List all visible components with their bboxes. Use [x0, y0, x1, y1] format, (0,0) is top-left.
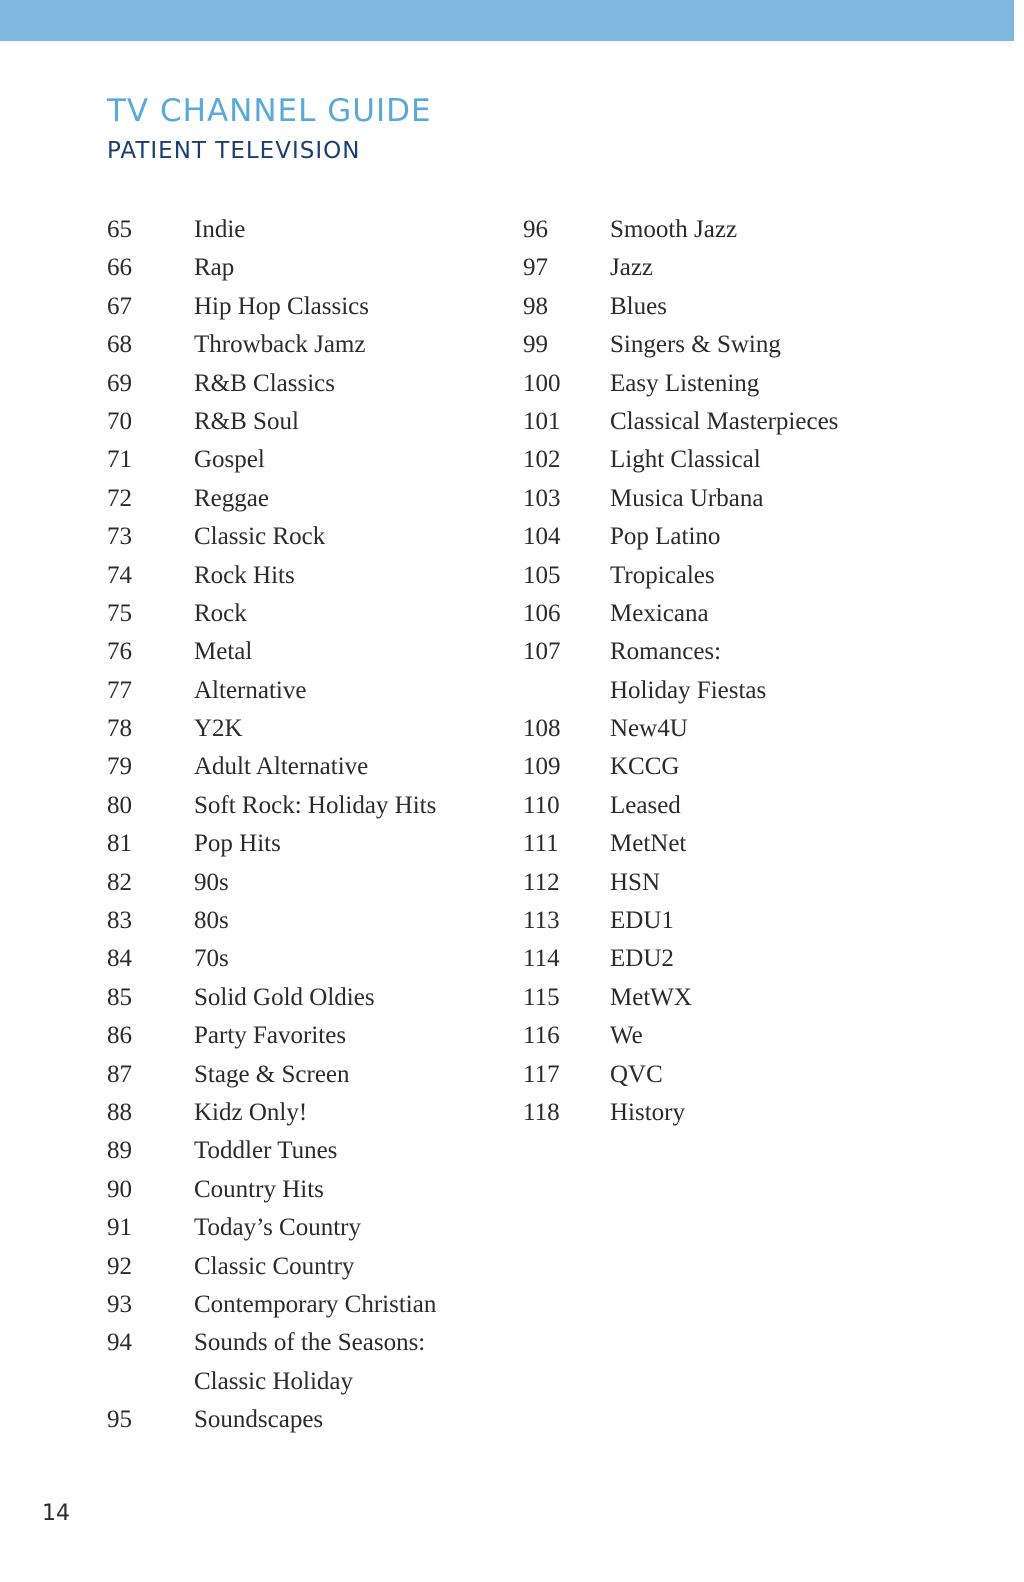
channel-row — [107, 1209, 436, 1247]
channel-row — [523, 557, 838, 595]
channel-row — [107, 441, 436, 479]
channel-number: 113 — [523, 907, 560, 935]
channel-row — [523, 979, 838, 1017]
channel-number: 95 — [107, 1406, 132, 1434]
channel-row — [107, 633, 436, 671]
channel-number: 83 — [107, 907, 132, 935]
channel-name: QVC — [610, 1060, 663, 1088]
channel-number: 97 — [523, 254, 548, 282]
channel-row — [523, 748, 838, 786]
channel-number: 88 — [107, 1098, 132, 1126]
channel-name: Easy Listening — [610, 369, 760, 397]
channel-number — [107, 1363, 194, 1401]
channel-name: MetWX — [610, 983, 692, 1011]
channel-number: 90 — [107, 1175, 132, 1203]
channel-name: 80s — [194, 907, 229, 935]
channel-row — [107, 710, 436, 748]
channel-column-left — [107, 211, 436, 1440]
channel-name: Kidz Only! — [194, 1098, 308, 1126]
channel-number: 108 — [523, 715, 561, 743]
channel-row — [523, 595, 838, 633]
channel-row — [107, 1324, 436, 1362]
channel-name: Metal — [194, 638, 253, 666]
channel-name: Rock — [194, 599, 247, 627]
channel-number: 76 — [107, 638, 132, 666]
channel-number: 100 — [523, 369, 561, 397]
channel-row — [523, 326, 838, 364]
channel-name: Tropicales — [610, 561, 715, 589]
channel-name: Contemporary Christian — [194, 1290, 437, 1318]
channel-name: Holiday Fiestas — [610, 676, 767, 704]
channel-row — [523, 518, 838, 556]
header-band — [0, 0, 1014, 41]
channel-name: Rock Hits — [194, 561, 295, 589]
channel-number: 73 — [107, 523, 132, 551]
channel-number: 94 — [107, 1329, 132, 1357]
channel-name: Classic Holiday — [194, 1367, 354, 1395]
channel-name: Leased — [610, 791, 681, 819]
channel-row — [523, 441, 838, 479]
channel-number: 104 — [523, 523, 561, 551]
channel-name: New4U — [610, 715, 688, 743]
channel-row — [523, 787, 838, 825]
channel-name: Mexicana — [610, 599, 709, 627]
channel-number: 115 — [523, 983, 560, 1011]
channel-row — [523, 825, 838, 863]
channel-number: 103 — [523, 484, 561, 512]
channel-row — [107, 518, 436, 556]
channel-number: 86 — [107, 1022, 132, 1050]
channel-name: Hip Hop Classics — [194, 292, 369, 320]
channel-number: 71 — [107, 446, 132, 474]
channel-name: Soundscapes — [194, 1406, 324, 1434]
channel-number: 114 — [523, 945, 560, 973]
channel-row — [523, 249, 838, 287]
channel-row — [523, 403, 838, 441]
channel-number: 77 — [107, 676, 132, 704]
channel-name: R&B Classics — [194, 369, 335, 397]
page-title: TV CHANNEL GUIDE — [107, 93, 432, 129]
channel-row — [107, 1094, 436, 1132]
channel-row — [107, 1056, 436, 1094]
channel-row — [523, 480, 838, 518]
channel-number: 101 — [523, 407, 561, 435]
channel-number: 84 — [107, 945, 132, 973]
channel-row — [107, 403, 436, 441]
channel-row — [107, 748, 436, 786]
channel-name: Romances: — [610, 638, 722, 666]
channel-number: 111 — [523, 830, 559, 858]
channel-number: 70 — [107, 407, 132, 435]
channel-row — [107, 1401, 436, 1439]
channel-name: 90s — [194, 868, 229, 896]
channel-row — [523, 902, 838, 940]
channel-row — [107, 979, 436, 1017]
channel-name: Classic Country — [194, 1252, 355, 1280]
channel-row — [107, 902, 436, 940]
channel-number: 72 — [107, 484, 132, 512]
channel-number: 91 — [107, 1214, 132, 1242]
channel-name: Pop Hits — [194, 830, 281, 858]
channel-row — [523, 1017, 838, 1055]
channel-row — [107, 1363, 436, 1401]
channel-number: 107 — [523, 638, 561, 666]
channel-number: 81 — [107, 830, 132, 858]
channel-number: 89 — [107, 1137, 132, 1165]
channel-number: 87 — [107, 1060, 132, 1088]
channel-row — [107, 211, 436, 249]
channel-name: Solid Gold Oldies — [194, 983, 375, 1011]
channel-row — [523, 864, 838, 902]
channel-number: 74 — [107, 561, 132, 589]
channel-row — [107, 326, 436, 364]
channel-number: 80 — [107, 791, 132, 819]
channel-row — [107, 864, 436, 902]
channel-name: Singers & Swing — [610, 331, 781, 359]
channel-number: 112 — [523, 868, 560, 896]
channel-name: History — [610, 1098, 685, 1126]
channel-name: EDU2 — [610, 945, 674, 973]
channel-number: 65 — [107, 216, 132, 243]
channel-name: Pop Latino — [610, 523, 721, 551]
channel-row — [523, 940, 838, 978]
channel-number — [523, 672, 610, 710]
channel-row — [107, 1171, 436, 1209]
channel-row — [107, 1286, 436, 1324]
channel-row — [107, 787, 436, 825]
channel-name: Y2K — [194, 715, 243, 743]
channel-name: Sounds of the Seasons: — [194, 1329, 426, 1357]
page-number: 14 — [42, 1501, 70, 1526]
channel-name: Indie — [194, 216, 246, 243]
channel-name: Alternative — [194, 676, 307, 704]
channel-row — [523, 633, 838, 671]
channel-number: 92 — [107, 1252, 132, 1280]
channel-name: Musica Urbana — [610, 484, 764, 512]
channel-name: Reggae — [194, 484, 269, 512]
channel-row — [523, 288, 838, 326]
channel-row — [523, 672, 838, 710]
channel-row — [107, 365, 436, 403]
channel-name: MetNet — [610, 830, 687, 858]
channel-row — [523, 211, 838, 249]
channel-name: Classic Rock — [194, 523, 326, 551]
channel-name: KCCG — [610, 753, 680, 781]
channel-name: Jazz — [610, 254, 654, 282]
channel-number: 93 — [107, 1290, 132, 1318]
channel-number: 118 — [523, 1098, 560, 1126]
channel-number: 117 — [523, 1060, 560, 1088]
channel-number: 102 — [523, 446, 561, 474]
channel-row — [107, 480, 436, 518]
channel-number: 109 — [523, 753, 561, 781]
channel-name: HSN — [610, 868, 661, 896]
channel-name: Light Classical — [610, 446, 761, 474]
channel-name: Smooth Jazz — [610, 216, 738, 243]
channel-row — [107, 557, 436, 595]
channel-number: 78 — [107, 715, 132, 743]
channel-name: Stage & Screen — [194, 1060, 350, 1088]
channel-name: Throwback Jamz — [194, 331, 366, 359]
channel-number: 105 — [523, 561, 561, 589]
channel-row — [107, 672, 436, 710]
channel-number: 82 — [107, 868, 132, 896]
channel-row — [107, 940, 436, 978]
channel-row — [523, 710, 838, 748]
channel-row — [107, 1248, 436, 1286]
channel-row — [107, 288, 436, 326]
channel-column-right — [523, 211, 838, 1132]
channel-number: 116 — [523, 1022, 560, 1050]
channel-name: Blues — [610, 292, 667, 320]
channel-name: Classical Masterpieces — [610, 407, 839, 435]
channel-number: 69 — [107, 369, 132, 397]
channel-name: Adult Alternative — [194, 753, 369, 781]
channel-name: EDU1 — [610, 907, 674, 935]
channel-number: 75 — [107, 599, 132, 627]
channel-row — [523, 1094, 838, 1132]
channel-name: Soft Rock: Holiday Hits — [194, 791, 437, 819]
channel-row — [107, 1017, 436, 1055]
channel-name: 70s — [194, 945, 229, 973]
channel-name: We — [610, 1022, 643, 1050]
channel-name: Gospel — [194, 446, 265, 474]
channel-number: 79 — [107, 753, 132, 781]
channel-row — [107, 249, 436, 287]
channel-name: Toddler Tunes — [194, 1137, 338, 1165]
channel-number: 67 — [107, 292, 132, 320]
channel-row — [523, 365, 838, 403]
channel-row — [107, 1132, 436, 1170]
channel-number: 106 — [523, 599, 561, 627]
channel-number: 68 — [107, 331, 132, 359]
channel-row — [107, 825, 436, 863]
channel-name: Country Hits — [194, 1175, 324, 1203]
channel-name: R&B Soul — [194, 407, 299, 435]
channel-number: 85 — [107, 983, 132, 1011]
channel-name: Today’s Country — [194, 1214, 361, 1242]
channel-number: 66 — [107, 254, 132, 282]
channel-number: 96 — [523, 216, 548, 243]
channel-number: 99 — [523, 331, 548, 359]
page-subtitle: PATIENT TELEVISION — [107, 138, 361, 164]
channel-name: Rap — [194, 254, 235, 282]
channel-row — [107, 595, 436, 633]
channel-name: Party Favorites — [194, 1022, 347, 1050]
channel-number: 110 — [523, 791, 560, 819]
channel-row — [523, 1056, 838, 1094]
channel-number: 98 — [523, 292, 548, 320]
